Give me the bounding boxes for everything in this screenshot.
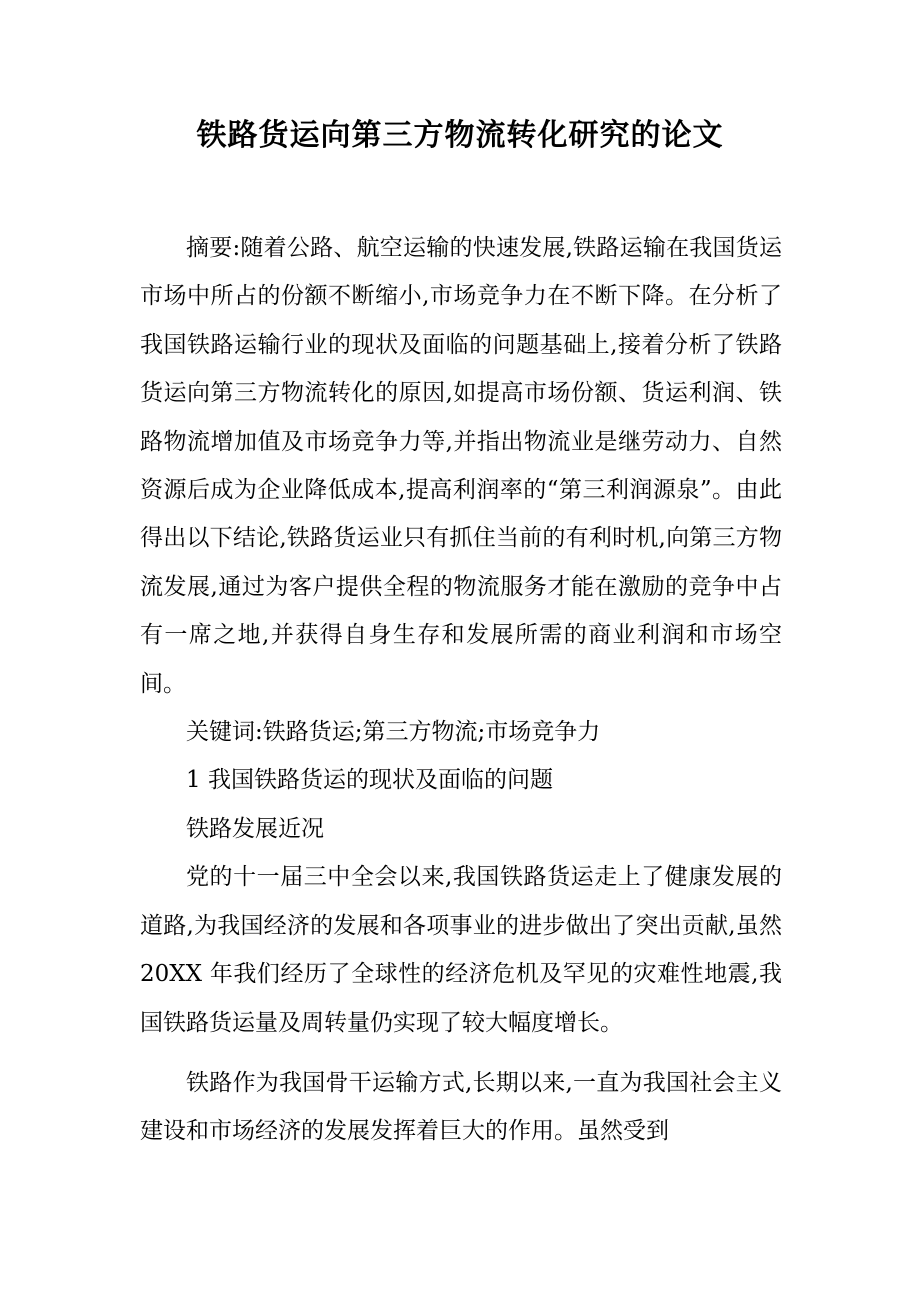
section-heading: 1 我国铁路货运的现状及面临的问题 xyxy=(186,767,553,794)
subsection-heading: 铁路发展近况 xyxy=(186,815,324,842)
abstract-paragraph: 摘要:随着公路、航空运输的快速发展,铁路运输在我国货运市场中所占的份额不断缩小,市场竞争力在不断下降。在分析了我国铁路运输行业的现状及面临的问题基础上,接着分析了铁路货运向第三方物流转化的原因,如提高市场份额、货运利润、铁路物流增加值及市场竞争力等,并指出物流业是继劳动力、自然资源后成为企业降低成本,提高利润率的“第三利润源泉”。由此得出以下结论,铁路货运业只有抓住当前的有利时机,向第三方物流发展,通过为客户提供全程的物流服务才能在激励的竞争中占有一席之地,并获得自身生存和发展所需的商业利润和市场空间。 xyxy=(140,235,782,697)
body-paragraph: 党的十一届三中全会以来,我国铁路货运走上了健康发展的道路,为我国经济的发展和各项事业的进步做出了突出贡献,虽然 20XX 年我们经历了全球性的经济危机及罕见的灾难性地震,我国铁路货运量及周转量仍实现了较大幅度增长。 xyxy=(140,864,782,1036)
document-body xyxy=(140,224,782,1156)
document-title: 铁路货运向第三方物流转化研究的论文 xyxy=(196,118,724,153)
keywords-paragraph: 关键词:铁路货运;第三方物流;市场竞争力 xyxy=(186,719,601,746)
body-paragraph: 铁路作为我国骨干运输方式,长期以来,一直为我国社会主义建设和市场经济的发展发挥着巨大的作用。虽然受到 xyxy=(140,1069,782,1145)
